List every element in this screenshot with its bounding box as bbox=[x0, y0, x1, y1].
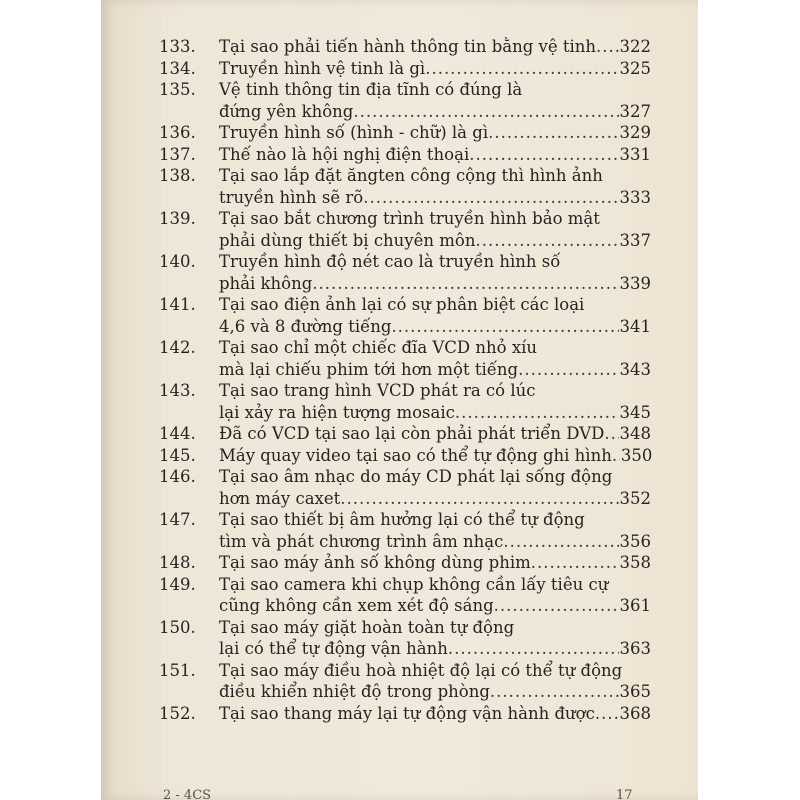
toc-entry-title: tìm và phát chương trình âm nhạc bbox=[219, 531, 504, 551]
toc-entry-title: hơn máy caxet bbox=[219, 488, 341, 508]
toc-line bbox=[159, 36, 698, 58]
dot-leader bbox=[503, 531, 618, 553]
toc-entry-title: lại xảy ra hiện tượng mosaic bbox=[219, 402, 455, 422]
toc-entry-number: 139. bbox=[159, 209, 196, 228]
toc-entry-title: mà lại chiếu phim tới hơn một tiếng bbox=[219, 359, 519, 379]
toc-entry bbox=[159, 165, 698, 208]
toc-line bbox=[159, 144, 698, 166]
dot-leader bbox=[488, 122, 618, 144]
toc-page-number: 339 bbox=[619, 273, 651, 293]
dot-leader bbox=[604, 423, 618, 445]
toc-entry-number: 133. bbox=[159, 37, 196, 56]
dot-leader bbox=[353, 101, 618, 123]
toc-page-number: 358 bbox=[619, 553, 651, 572]
toc-entry-title: Tại sao thang máy lại tự động vận hành được bbox=[219, 703, 595, 723]
toc-line bbox=[159, 294, 698, 316]
toc-page-number: 361 bbox=[619, 596, 651, 615]
toc-entry bbox=[159, 423, 698, 445]
toc-line bbox=[159, 681, 698, 703]
toc-page-number: 341 bbox=[619, 316, 651, 336]
dot-leader bbox=[494, 595, 619, 617]
toc-line bbox=[159, 230, 698, 252]
toc-entry bbox=[159, 660, 698, 703]
toc-line bbox=[159, 638, 698, 660]
toc-entry bbox=[159, 337, 698, 380]
toc-entry-title: điều khiển nhiệt độ trong phòng bbox=[219, 682, 490, 701]
toc-entry-title: lại có thể tự động vận hành bbox=[219, 639, 448, 658]
toc-entry-title: Tại sao điện ảnh lại có sự phân biệt các loại bbox=[219, 295, 585, 314]
toc-line bbox=[159, 660, 698, 682]
toc-entry-title: Tại sao phải tiến hành thông tin bằng vệ tinh bbox=[219, 37, 597, 56]
toc-page-number: 356 bbox=[619, 531, 651, 551]
toc-line bbox=[159, 316, 698, 338]
toc-line bbox=[159, 380, 698, 402]
dot-leader bbox=[490, 681, 619, 703]
toc-line bbox=[159, 531, 698, 553]
toc-entry-number: 146. bbox=[159, 467, 196, 486]
toc-entry-title: Tại sao máy điều hoà nhiệt độ lại có thể tự động bbox=[219, 660, 623, 680]
toc-entry-title: phải dùng thiết bị chuyên môn bbox=[219, 230, 476, 250]
toc-entry-title: phải không bbox=[219, 273, 313, 293]
toc-entry bbox=[159, 445, 698, 467]
toc-line bbox=[159, 703, 698, 725]
toc-entry bbox=[159, 208, 698, 251]
toc-entry bbox=[159, 251, 698, 294]
toc-line bbox=[159, 509, 698, 531]
dot-leader bbox=[425, 58, 618, 80]
toc-entry bbox=[159, 58, 698, 80]
toc-entry-title: Tại sao trang hình VCD phát ra có lúc bbox=[219, 381, 536, 400]
toc-entry-title: cũng không cần xem xét độ sáng bbox=[219, 596, 494, 615]
toc-entry bbox=[159, 466, 698, 509]
toc-page-number: 325 bbox=[619, 58, 651, 78]
toc-entry-title: 4,6 và 8 đường tiếng bbox=[219, 316, 392, 336]
toc-entry-title: truyền hình sẽ rõ bbox=[219, 187, 364, 207]
toc-entry bbox=[159, 144, 698, 166]
dot-leader bbox=[391, 316, 618, 338]
toc-line bbox=[159, 101, 698, 123]
toc-entry-number: 145. bbox=[159, 445, 196, 465]
toc-entry-title: Tại sao thiết bị âm hưởng lại có thể tự động bbox=[219, 510, 585, 529]
toc-entry-number: 135. bbox=[159, 80, 196, 99]
toc-entry bbox=[159, 552, 698, 574]
toc-entry-number: 147. bbox=[159, 510, 196, 529]
dot-leader bbox=[448, 638, 619, 660]
toc-entry bbox=[159, 617, 698, 660]
toc-line bbox=[159, 187, 698, 209]
toc-entry-number: 148. bbox=[159, 553, 196, 572]
toc-entry-number: 150. bbox=[159, 617, 196, 637]
toc-line bbox=[159, 58, 698, 80]
footer-left-label: 2 - 4CS bbox=[163, 788, 212, 800]
toc-line bbox=[159, 208, 698, 230]
book-page bbox=[101, 0, 698, 800]
toc-entry-title: Máy quay video tại sao có thể tự động ghi hình bbox=[219, 445, 612, 465]
toc-line bbox=[159, 79, 698, 101]
toc-entry-number: 143. bbox=[159, 381, 196, 400]
toc-entry bbox=[159, 36, 698, 58]
dot-leader bbox=[475, 230, 618, 252]
page-footer bbox=[101, 788, 698, 800]
toc-entry-number: 152. bbox=[159, 703, 196, 723]
toc-entry bbox=[159, 122, 698, 144]
toc-entry-title: đứng yên không bbox=[219, 101, 354, 121]
table-of-contents bbox=[159, 36, 698, 724]
toc-page-number: 329 bbox=[619, 123, 651, 142]
toc-entry-number: 141. bbox=[159, 295, 196, 314]
dot-leader bbox=[518, 359, 618, 381]
toc-page-number: 350 bbox=[620, 445, 653, 465]
toc-entry bbox=[159, 294, 698, 337]
toc-line bbox=[159, 337, 698, 359]
toc-line bbox=[159, 466, 698, 488]
toc-page-number: 322 bbox=[619, 37, 651, 56]
toc-page-number: 327 bbox=[619, 101, 651, 121]
toc-page-number: 368 bbox=[619, 703, 651, 723]
toc-entry-number: 134. bbox=[159, 58, 196, 78]
toc-page-number: 331 bbox=[619, 144, 651, 164]
toc-entry-title: Tại sao chỉ một chiếc đĩa VCD nhỏ xíu bbox=[219, 338, 538, 357]
toc-page-number: 352 bbox=[619, 488, 651, 508]
toc-page-number: 333 bbox=[619, 187, 651, 207]
toc-entry-title: Truyền hình độ nét cao là truyền hình số bbox=[219, 252, 561, 271]
dot-leader bbox=[612, 445, 620, 467]
toc-entry bbox=[159, 509, 698, 552]
toc-entry-number: 136. bbox=[159, 123, 196, 142]
toc-entry-number: 142. bbox=[159, 338, 196, 357]
toc-entry-title: Truyền hình vệ tinh là gì bbox=[219, 58, 426, 78]
dot-leader bbox=[596, 36, 618, 58]
toc-entry-title: Thế nào là hội nghị điện thoại bbox=[219, 144, 470, 164]
toc-entry-number: 151. bbox=[159, 660, 196, 680]
toc-entry-title: Đã có VCD tại sao lại còn phải phát triển DVD bbox=[219, 424, 605, 443]
toc-entry bbox=[159, 380, 698, 423]
toc-page-number: 348 bbox=[619, 424, 651, 443]
toc-entry-title: Tại sao máy giặt hoàn toàn tự động bbox=[219, 617, 515, 637]
toc-line bbox=[159, 552, 698, 574]
toc-entry-title: Tại sao máy ảnh số không dùng phim bbox=[219, 553, 531, 572]
dot-leader bbox=[595, 703, 619, 725]
toc-entry-title: Truyền hình số (hình - chữ) là gì bbox=[219, 123, 489, 142]
toc-entry-number: 149. bbox=[159, 574, 196, 594]
toc-entry-title: Vệ tinh thông tin địa tĩnh có đúng là bbox=[219, 80, 523, 99]
toc-line bbox=[159, 122, 698, 144]
toc-entry bbox=[159, 703, 698, 725]
toc-line bbox=[159, 359, 698, 381]
toc-line bbox=[159, 445, 698, 467]
dot-leader bbox=[531, 552, 619, 574]
toc-line bbox=[159, 273, 698, 295]
toc-entry bbox=[159, 574, 698, 617]
dot-leader bbox=[455, 402, 619, 424]
toc-page-number: 337 bbox=[619, 230, 651, 250]
toc-entry-title: Tại sao âm nhạc do máy CD phát lại sống động bbox=[219, 467, 613, 486]
toc-page-number: 345 bbox=[619, 402, 651, 422]
toc-page-number: 343 bbox=[619, 359, 651, 379]
toc-entry-number: 137. bbox=[159, 144, 196, 164]
toc-line bbox=[159, 595, 698, 617]
dot-leader bbox=[469, 144, 618, 166]
toc-line bbox=[159, 574, 698, 596]
toc-entry bbox=[159, 79, 698, 122]
toc-entry-number: 140. bbox=[159, 252, 196, 271]
page-number: 17 bbox=[616, 788, 633, 800]
toc-entry-title: Tại sao lắp đặt ăngten công cộng thì hình ảnh bbox=[219, 166, 603, 185]
toc-entry-number: 138. bbox=[159, 166, 196, 185]
toc-line bbox=[159, 488, 698, 510]
toc-line bbox=[159, 402, 698, 424]
dot-leader bbox=[363, 187, 618, 209]
toc-page-number: 365 bbox=[619, 682, 651, 701]
toc-entry-number: 144. bbox=[159, 424, 196, 443]
toc-entry-title: Tại sao camera khi chụp không cần lấy tiêu cự bbox=[219, 574, 609, 594]
dot-leader bbox=[340, 488, 618, 510]
toc-line bbox=[159, 165, 698, 187]
toc-line bbox=[159, 251, 698, 273]
toc-line bbox=[159, 617, 698, 639]
toc-page-number: 363 bbox=[619, 639, 651, 658]
toc-line bbox=[159, 423, 698, 445]
dot-leader bbox=[312, 273, 618, 295]
toc-entry-title: Tại sao bắt chương trình truyền hình bảo mật bbox=[219, 209, 600, 228]
